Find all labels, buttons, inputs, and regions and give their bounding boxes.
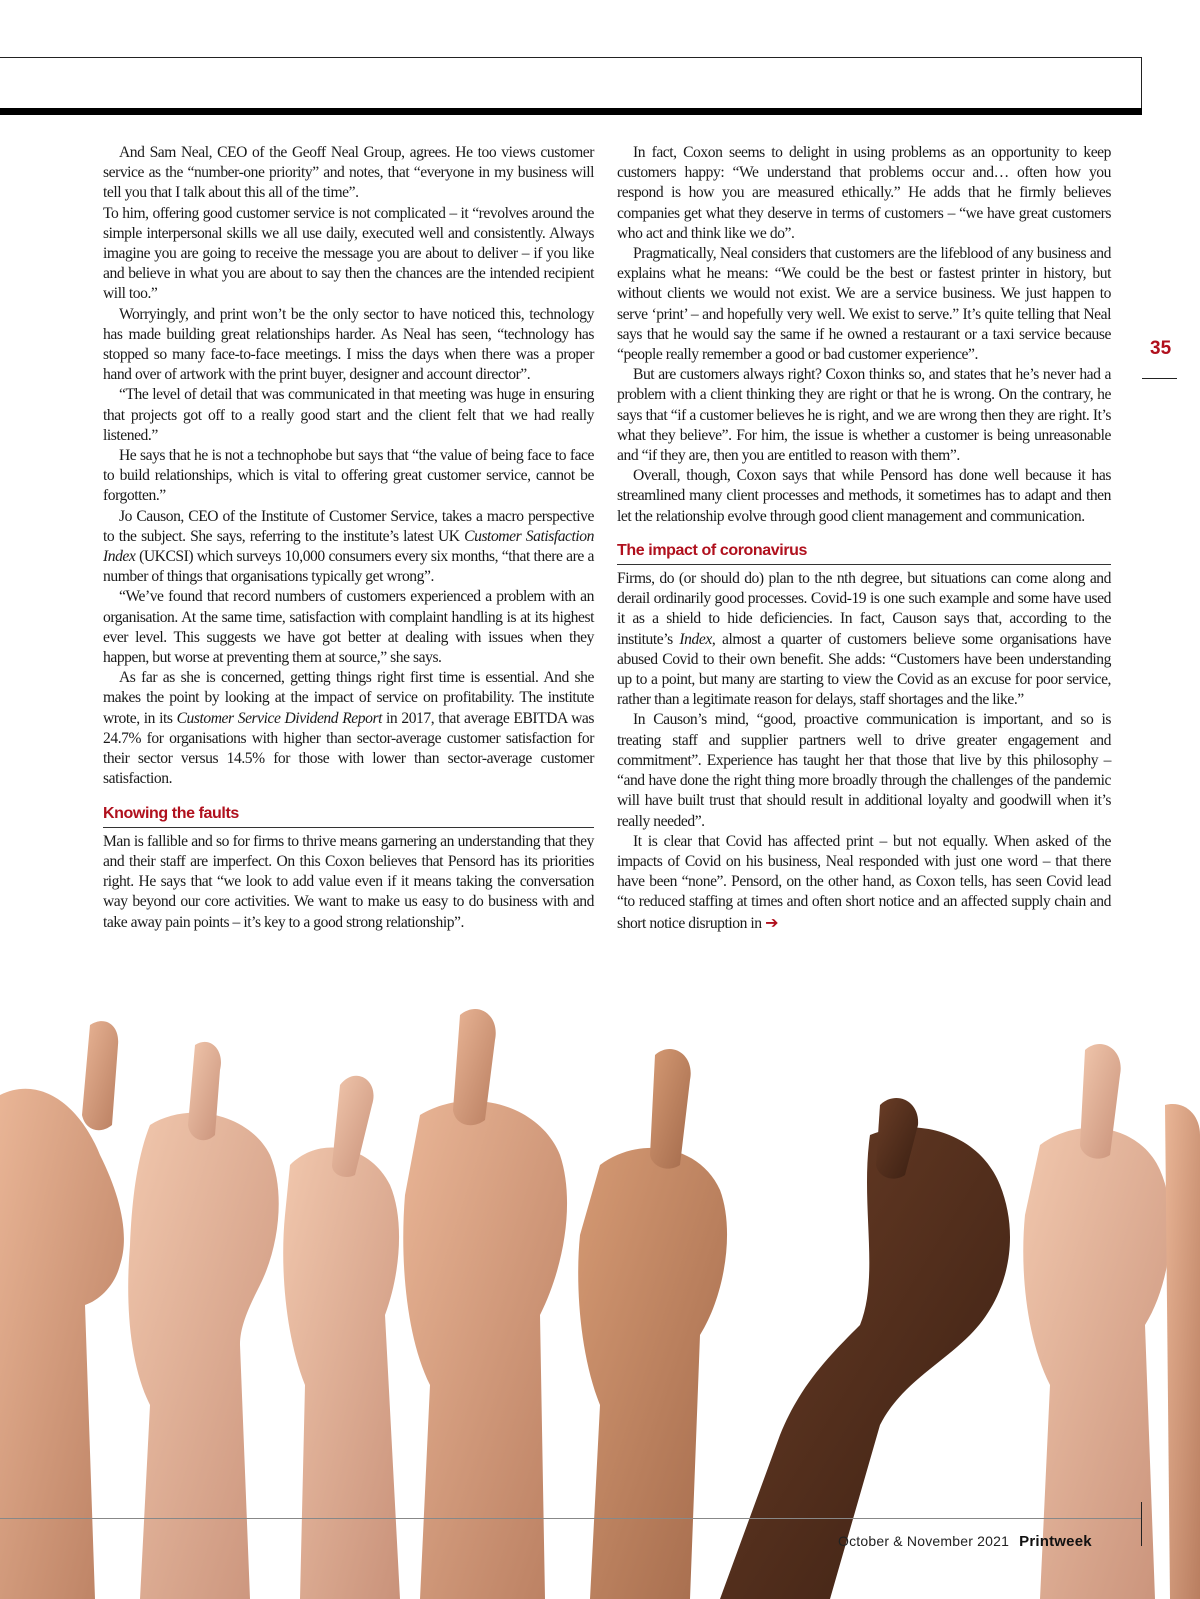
section-heading: Knowing the faults [103, 804, 594, 828]
arrow-right-icon: ➔ [765, 912, 779, 932]
top-frame-rule [0, 57, 1142, 58]
paragraph: He says that he is not a technophobe but says that “the value of being face to face to build relationships, which is vital to offering great customer service, cannot be forgotten.” [103, 447, 594, 505]
paragraph: “The level of detail that was communicated in that meeting was huge in ensuring that projects got off to a really good start and the client felt that we had really listened.” [103, 386, 594, 444]
page-number: 35 [1150, 338, 1172, 359]
footer-brand: Printweek [1019, 1533, 1092, 1550]
paragraph: And Sam Neal, CEO of the Geoff Neal Group, agrees. He too views customer service as the “number-one priority” and notes, that “everyone in my business will tell you that I talk about this all of the time”. [103, 144, 594, 202]
left-column [103, 143, 594, 933]
thumbs-up-hands-photo [0, 1005, 1200, 1599]
paragraph: As far as she is concerned, getting things right first time is essential. And she makes the point by looking at the impact of service on profitability. The institute wrote, in its Customer Service Dividend Report in 2017, that average EBITDA was 24.7% for organisations with higher than sector-average customer satisfaction for their sector versus 14.5% for those with lower than sector-average customer satisfaction. [103, 669, 594, 788]
paragraph: Worryingly, and print won’t be the only sector to have noticed this, technology has made building great relationships harder. As Neal has seen, “technology has stopped so many face-to-face meetings. I miss the days when there was a proper hand over of artwork with the print buyer, designer and account director”. [103, 305, 594, 384]
right-column [617, 143, 1111, 934]
right-frame-rule [1141, 57, 1142, 114]
footer [838, 1533, 1092, 1550]
paragraph: Jo Causon, CEO of the Institute of Customer Service, takes a macro perspective to the subject. She says, referring to the institute’s latest UK Customer Satisfaction Index (UKCSI) which surveys 10,000 consumers every six months, “that there are a number of things that organisations typically get wrong”. [103, 507, 594, 586]
paragraph: In fact, Coxon seems to delight in using problems as an opportunity to keep customers happy: “We understand that problems occur and… often how you respond is how you are measured ethically.” He adds that he firmly believes companies get what they deserve in terms of customers – “we have great customers who act and think like we do”. [617, 144, 1111, 242]
paragraph: To him, offering good customer service is not complicated – it “revolves around the simple interpersonal skills we all use daily, executed well and consistently. Always imagine you are going to receive the message you are about to deliver – if you like and believe in what you are about to say then the chances are the intended recipient will too.” [103, 204, 594, 303]
footer-rule [0, 1518, 1142, 1519]
paragraph: Overall, though, Coxon says that while Pensord has done well because it has streamlined many client processes and methods, it sometimes has to adapt and then let the relationship evolve through good client management and communication. [617, 467, 1111, 525]
paragraph: But are customers always right? Coxon thinks so, and states that he’s never had a problem with a client thinking they are right or that he is wrong. On the contrary, he says that “if a customer believes he is right, and we are wrong then they are right. It’s what they believe”. For him, the issue is whether a customer is being unreasonable and “if they are, then you are entitled to reason with them”. [617, 366, 1111, 465]
section-heading: The impact of coronavirus [617, 541, 1111, 565]
paragraph: “We’ve found that record numbers of customers experienced a problem with an organisation. At the same time, satisfaction with complaint handling is at its highest ever level. This suggests we have got better at dealing with issues when they happen, but worse at preventing them at source,” she says. [103, 588, 594, 667]
footer-date: October & November 2021 [838, 1533, 1010, 1549]
page-number-rule [1142, 378, 1177, 379]
paragraph: It is clear that Covid has affected print – but not equally. When asked of the impacts of Covid on his business, Neal responded with just one word – that there have been “none”. Pensord, on the other hand, as Coxon tells, has seen Covid lead “to reduced staffing at times and often short notice and an affected supply chain and short notice disruption in ➔ [617, 832, 1111, 932]
paragraph: Man is fallible and so for firms to thrive means garnering an understanding that they and their staff are imperfect. On this Coxon believes that Pensord has its priorities right. He says that “we look to add value even if it means taking the conversation way beyond our core activities. We want to make us easy to do business with and take away pain points – it’s key to a good strong relationship”. [103, 832, 594, 931]
right-frame-rule-bottom [1141, 1502, 1142, 1546]
hand-8 [1165, 1104, 1200, 1599]
paragraph: Pragmatically, Neal considers that customers are the lifeblood of any business and explains what he means: “We could be the best or fastest printer in history, but without clients we would not exist. We are a service business. We just happen to serve ‘print’ – and hopefully very well. We exist to serve.” It’s quite telling that Neal says that he would say the same if he owned a restaurant or a taxi service because “people really remember a good or bad customer experience”. [617, 245, 1111, 364]
header-thick-rule [0, 108, 1142, 115]
paragraph: In Causon’s mind, “good, proactive communication is important, and so is treating staff and supplier partners well to drive greater engagement and commitment”. Experience has taught her that those that live by this philosophy – “and have done the right thing more broadly through the challenges of the pandemic will have built trust that should result in additional loyalty and goodwill when it’s really needed”. [617, 711, 1111, 830]
paragraph: Firms, do (or should do) plan to the nth degree, but situations can come along and derail ordinarily good processes. Covid-19 is one such example and some have used it as a shield to hide deficiencies. In fact, Causon says that, according to the institute’s Index, almost a quarter of customers believe some organisations have abused Covid to their own benefit. She adds: “Customers have been understanding up to a point, but many are starting to view the Covid as an excuse for poor service, rather than a legitimate reason for delays, staff shortages and the like.” [617, 570, 1111, 709]
